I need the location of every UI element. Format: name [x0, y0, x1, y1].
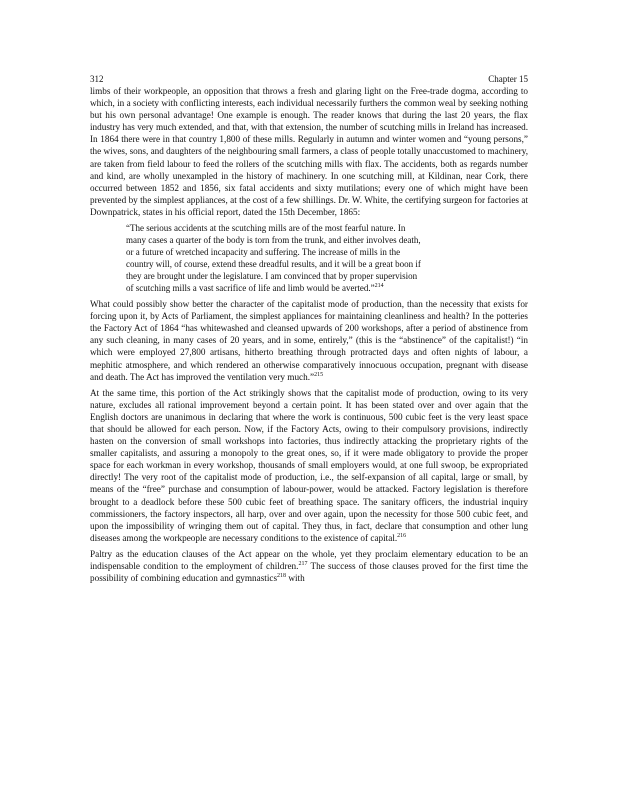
paragraph-2 — [90, 298, 528, 383]
quote-line-last: of scutching mills a vast sacrifice of life and limb would be averted.”$^{214}$ — [126, 283, 384, 294]
block-quote — [126, 222, 512, 294]
quote-line: or a future of wretched incapacity and suffering. The increase of mills in the — [126, 247, 401, 258]
paragraph-1 — [90, 85, 528, 218]
page-number: 312 — [90, 74, 104, 84]
footnote-ref-216[interactable]: 216 — [397, 532, 407, 539]
paragraph-4-text-a: Paltry as the education clauses of the Act appear on the whole, yet they proclaim elementary education to be an indispensable condition to the employment of children. — [90, 548, 528, 571]
footnote-ref-214[interactable]: 214 — [374, 283, 384, 290]
paragraph-3-text: At the same time, this portion of the Act strikingly shows that the capitalist mode of production, owing to its very nature, excludes all rational improvement beyond a certain point. It has been stated over and over again that the English doctors are unanimous in declaring that where the work is continuous, 500 cubic feet is the very least space that should be allowed for each person. Now, if the Factory Acts, owing to their compulsory provisions, indirectly hasten on the conversion of small workshops into factories, thus indirectly attacking the proprietary rights of the smaller capitalists, and assuring a monopoly to the great ones, so, if it were made obligatory to provide the proper space for each workman in every workshop, thousands of small employers would, at one full swoop, be expropriated directly! The very root of the capitalist mode of production, i.e., the self-expansion of all capital, large or small, by means of the “free” purchase and consumption of labour-power, would be attacked. Factory legislation is therefore brought to a deadlock before these 500 cubic feet of breathing space. The sanitary officers, the industrial inquiry commissioners, the factory inspectors, all harp, over and over again, upon the necessity for those 500 cubic feet, and upon the impossibility of wringing them out of capital. They thus, in fact, declare that consumption and other lung diseases among the workpeople are necessary conditions to the existence of capital. — [90, 387, 528, 543]
footnote-ref-218[interactable]: 218 — [277, 573, 287, 580]
footnote-ref-217[interactable]: 217 — [298, 560, 308, 567]
paragraph-3 — [90, 387, 528, 544]
quote-line: country will, of course, extend these dreadful results, and it will be a great boon if — [126, 259, 421, 270]
paragraph-4 — [90, 548, 528, 584]
paragraph-4-text-c: with — [286, 573, 305, 584]
page-header — [90, 74, 528, 85]
paragraph-4-text-b: The success of those clauses proved for the first time the possibility of combining education and gymnastics — [90, 561, 528, 584]
quote-line: “The serious accidents at the scutching mills are of the most fearful nature. In — [126, 223, 406, 234]
paragraph-1-text: limbs of their workpeople, an opposition that throws a fresh and glaring light on the Free-trade dogma, according to which, in a society with conflicting interests, each individual necessarily furthers the common weal by seeking nothing but his own personal advantage! One example is enough. The reader knows that during the last 20 years, the flax industry has very much extended, and that, with that extension, the number of scutching mills in Ireland has increased. In 1864 there were in that country 1,800 of these mills. Regularly in autumn and winter women and “young persons,” the wives, sons, and daughters of the neighbouring small farmers, a class of people totally unaccustomed to machinery, are taken from field labour to feed the rollers of the scutching mills with flax. The accidents, both as regards number and kind, are wholly unexampled in the history of machinery. In one scutching mill, at Kildinan, near Cork, there occurred between 1852 and 1856, six fatal accidents and sixty mutilations; every one of which might have been prevented by the simplest appliances, at the cost of a few shillings. Dr. W. White, the certifying surgeon for factories at Downpatrick, states in his official report, dated the 15th December, 1865: — [90, 86, 528, 217]
quote-line: they are brought under the legislature. I am convinced that by proper supervision — [126, 271, 418, 282]
quote-line: many cases a quarter of the body is torn from the trunk, and either involves death, — [126, 235, 421, 246]
chapter-title: Chapter 15 — [488, 74, 528, 84]
paragraph-2-text: What could possibly show better the character of the capitalist mode of production, than the necessity that exists for forcing upon it, by Acts of Parliament, the simplest appliances for maintaining cleanliness and health? In the potteries the Factory Act of 1864 “has whitewashed and cleansed upwards of 200 workshops, after a period of abstinence from any such cleaning, in many cases of 20 years, and in some, entirely,” (this is the “abstinence” of the capitalist!) “in which were employed 27,800 artisans, hitherto breathing through protracted days and often nights of labour, a mephitic atmosphere, and which rendered an otherwise comparatively innocuous occupation, pregnant with disease and death. The Act has improved the ventilation very much.” — [90, 299, 528, 382]
document-page — [90, 74, 528, 588]
footnote-ref-215[interactable]: 215 — [314, 371, 324, 378]
